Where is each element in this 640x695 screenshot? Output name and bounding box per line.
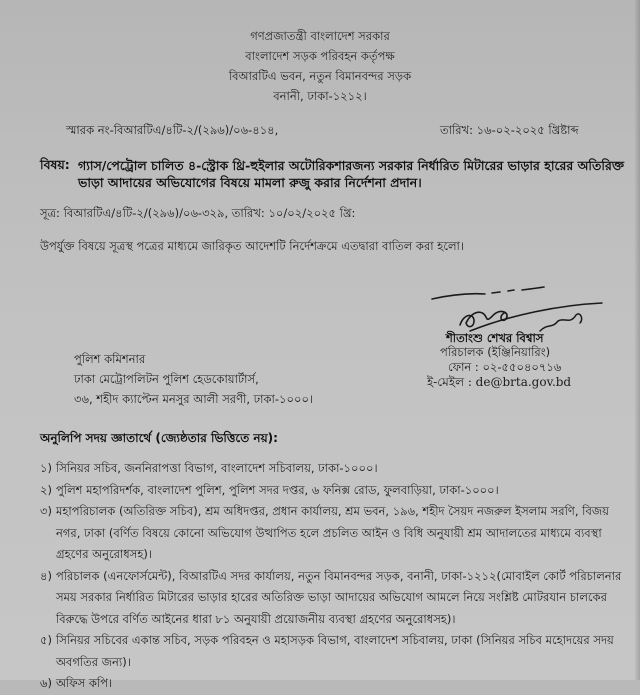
copies-list-item bbox=[40, 630, 630, 673]
list-item-text: অফিস কপি। bbox=[55, 676, 113, 690]
list-item-text: মহাপরিচালক (অতিরিক্ত সচিব), শ্রম অধিদপ্তর, প্রধান কার্যালয়, শ্রম ভবন, ১৯৬, শহীদ সৈয়দ নজরুল ইসলাম সরণি, বিজয় নগর, ঢাকা (বর্ণিত বিষয়ে কোনো অভিযোগ উত্থাপিত হলে প্রচলিত আইন ও বিধি অনুযায়ী শ্রম আদালতের মাধ্যমে ব্যবস্থা গ্রহণের অনুরোধসহ)। bbox=[55, 504, 609, 561]
signatory-name: শীতাংশু শেখর বিশ্বাস bbox=[446, 331, 544, 345]
list-item-number: ৪) bbox=[40, 568, 52, 583]
list-item-text: সিনিয়র সচিব, জননিরাপত্তা বিভাগ, বাংলাদেশ সচিবালয়, ঢাকা-১০০০। bbox=[55, 461, 378, 475]
source-reference: সূত্র: বিআরটিএ/৪টি-২/(২৯৬)/০৬-৩২৯, তারিখ: ১০/০২/২০২৫ খ্রি: bbox=[40, 206, 356, 220]
signatory-title: পরিচালক (ইঞ্জিনিয়ারিং) bbox=[440, 345, 551, 359]
letterhead-building: বিআরটিএ ভবন, নতুন বিমানবন্দর সড়ক bbox=[228, 69, 412, 83]
recipient-address: ৩৬, শহীদ ক্যাপ্টেন মনসুর আলী সরণী, ঢাকা-১০০০। bbox=[74, 392, 314, 406]
copies-list-item bbox=[40, 501, 630, 566]
list-item-number: ২) bbox=[40, 482, 52, 497]
signatory-phone: ফোন : ০২-৫৫০৪০৭১৬ bbox=[448, 360, 562, 374]
list-item-text: সিনিয়র সচিবের একান্ত সচিব, সড়ক পরিবহন ও মহাসড়ক বিভাগ, বাংলাদেশ সচিবালয়, ঢাকা (সিনিয়র সচিব মহোদয়ের সদয় অবগতির জন্য)। bbox=[55, 633, 614, 669]
page-edge-shadow bbox=[634, 0, 640, 680]
list-item-number: ৬) bbox=[40, 676, 52, 690]
list-item-text: পুলিশ মহাপরিদর্শক, বাংলাদেশ পুলিশ, পুলিশ সদর দপ্তর, ৬ ফনিক্স রোড, ফুলবাড়িয়া, ঢাকা-১০০০। bbox=[55, 482, 499, 497]
letterhead-authority: বাংলাদেশ সড়ক পরিবহন কর্তৃপক্ষ bbox=[245, 49, 395, 63]
subject-label: বিষয়: bbox=[40, 157, 70, 172]
list-item-number: ১) bbox=[40, 461, 52, 475]
recipient-title: পুলিশ কমিশনার bbox=[74, 352, 146, 366]
memo-date: তারিখ: ১৬-০২-২০২৫ খ্রিষ্টাব্দ bbox=[440, 123, 579, 137]
memo-reference-number: স্মারক নং-বিআরটিএ/৪টি-২/(২৯৬)/০৬-৪১৪, bbox=[66, 123, 279, 137]
copies-list-item bbox=[40, 673, 630, 695]
body-text: উপর্যুক্ত বিষয়ে সূত্রস্থ পত্রের মাধ্যমে জারিকৃত আদেশটি নির্দেশক্রমে এতদ্বারা বাতিল করা হলো। bbox=[40, 239, 464, 253]
copies-list-item bbox=[40, 566, 630, 631]
recipient-office: ঢাকা মেট্রোপলিটন পুলিশ হেডকোয়ার্টার্স, bbox=[74, 372, 259, 386]
list-item-number: ৩) bbox=[40, 504, 52, 518]
copies-list-item bbox=[40, 458, 630, 480]
letterhead-government: গণপ্রজাতন্ত্রী বাংলাদেশ সরকার bbox=[250, 29, 390, 43]
copies-heading: অনুলিপি সদয় জ্ঞাতার্থে (জ্যেষ্ঠতার ভিত্তিতে নয়): bbox=[40, 431, 278, 445]
signatory-email: ই-মেইল : de@brta.gov.bd bbox=[427, 375, 572, 389]
copies-list bbox=[40, 458, 630, 695]
copies-list-item bbox=[40, 480, 630, 502]
list-item-text: পরিচালক (এনফোর্সমেন্ট), বিআরটিএ সদর কার্যালয়, নতুন বিমানবন্দর সড়ক, বনানী, ঢাকা-১২১২(মোবাইল কোর্ট পরিচালনার সময় সরকার নির্ধারিত মিটারের ভাড়ার হারের অতিরিক্ত ভাড়া আদায়ের অভিযোগ আমলে নিয়ে সংশ্লিষ্ট মোটরযান চালকের বিরুদ্ধে উপরে বর্ণিত আইনের ধারা ৮১ অনুযায়ী প্রয়োজনীয় ব্যবস্থা গ্রহণের অনুরোধসহ)। bbox=[55, 568, 622, 626]
letterhead-city: বনানী, ঢাকা-১২১২। bbox=[273, 89, 367, 103]
list-item-number: ৫) bbox=[40, 633, 52, 647]
subject-text: গ্যাস/পেট্রোল চালিত ৪-স্ট্রোক থ্রি-হুইলার অটোরিকশারজন্য সরকার নির্ধারিত মিটারের ভাড়ার হারের অতিরিক্ত ভাড়া আদায়ের অভিযোগের বিষয়ে মামলা রুজু করার নির্দেশনা প্রদান। bbox=[78, 158, 624, 190]
